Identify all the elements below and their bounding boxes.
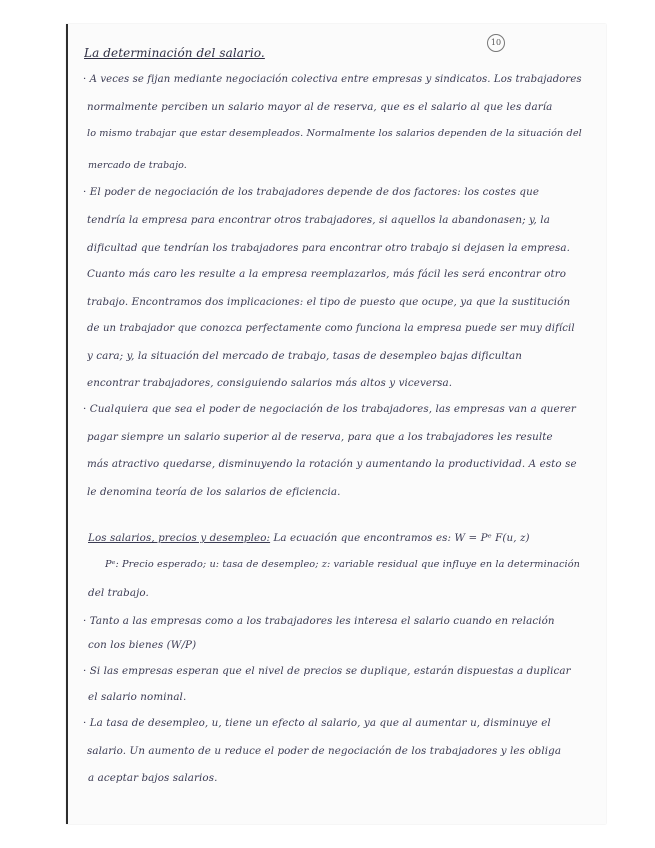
note-line: · Si las empresas esperan que el nivel de precios se duplique, estarán dispuestas a duplicar xyxy=(83,665,571,677)
page-number: 10 xyxy=(487,34,505,52)
note-line: · Cualquiera que sea el poder de negociación de los trabajadores, las empresas van a querer xyxy=(83,403,576,415)
note-line: del trabajo. xyxy=(88,587,149,599)
note-line: pagar siempre un salario superior al de reserva, para que a los trabajadores les resulte xyxy=(87,431,553,443)
note-line xyxy=(88,531,558,545)
note-line: dificultad que tendrían los trabajadores para encontrar otro trabajo si dejasen la empresa. xyxy=(87,242,571,254)
note-line: a aceptar bajos salarios. xyxy=(88,772,218,784)
note-line: le denomina teoría de los salarios de eficiencia. xyxy=(87,486,341,498)
note-line: encontrar trabajadores, consiguiendo salarios más altos y viceversa. xyxy=(87,377,452,389)
page-title: La determinación del salario. xyxy=(84,46,265,60)
note-line: · Tanto a las empresas como a los trabajadores les interesa el salario cuando en relación xyxy=(83,615,555,627)
note-line: · A veces se fijan mediante negociación colectiva entre empresas y sindicatos. Los trabajadores xyxy=(83,74,582,85)
handwritten-page xyxy=(66,24,606,824)
section-equation: La ecuación que encontramos es: W = Pᵉ F(u, z) xyxy=(270,532,530,544)
note-line: Cuanto más caro les resulte a la empresa reemplazarlos, más fácil les será encontrar otro xyxy=(87,268,567,280)
note-line: mercado de trabajo. xyxy=(88,160,187,171)
section-heading: Los salarios, precios y desempleo: xyxy=(88,532,271,544)
note-line: trabajo. Encontramos dos implicaciones: el tipo de puesto que ocupe, ya que la sustitución xyxy=(87,296,571,308)
note-line: · La tasa de desempleo, u, tiene un efecto al salario, ya que al aumentar u, disminuye el xyxy=(83,717,551,729)
note-line: tendría la empresa para encontrar otros trabajadores, si aquellos la abandonasen; y, la xyxy=(87,214,550,226)
note-line: y cara; y, la situación del mercado de trabajo, tasas de desempleo bajas dificultan xyxy=(87,350,522,362)
note-line: salario. Un aumento de u reduce el poder de negociación de los trabajadores y les obliga xyxy=(87,745,562,757)
note-line: más atractivo quedarse, disminuyendo la rotación y aumentando la productividad. A esto se xyxy=(87,458,577,470)
note-line: el salario nominal. xyxy=(88,691,187,703)
note-line: de un trabajador que conozca perfectamente como funciona la empresa puede ser muy difícil xyxy=(87,323,575,334)
note-line: con los bienes (W/P) xyxy=(88,639,197,651)
note-line: Pᵉ: Precio esperado; u: tasa de desempleo; z: variable residual que influye en la determinación xyxy=(105,559,581,570)
note-line: · El poder de negociación de los trabajadores depende de dos factores: los costes que xyxy=(83,186,540,198)
note-line: normalmente perciben un salario mayor al de reserva, que es el salario al que les daría xyxy=(87,101,553,113)
note-line: lo mismo trabajar que estar desempleados. Normalmente los salarios dependen de la situación del xyxy=(87,128,582,139)
